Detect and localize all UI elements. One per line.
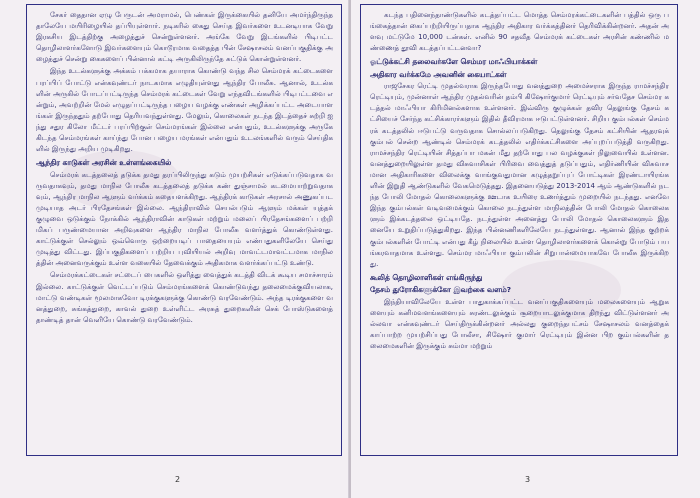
right-section2-paragraph-1: இந்தியாவிலேயே உள்ள பாதுகாக்கப்பட்ட வனப்பகுதிகளையும் மலைகளையும் ஆறுகளையும் கனிமவளங்களையும் சுரண்டலுக்கும் சூறையாடலுக்குமாக திறந்து விட்டுள்ளனர் அல்லவா என்கவுண்டர் செய்திருக்கின்றனர் அல்லது குறைந்தபட்சம் சேஷாசலம் வனத்தைக் காப்பாற்ற முயற்சிப்பது போலீசா, சிஷோர் குமார் ரெட்டியும் இன்ன பிற கும்பல்களின் தலைமைகளின் இருக்கும் சும்மா மற்றும் <box>370 297 669 350</box>
left-paragraph-1: சேகர் தைதான ஏழு பேருடன் அமராமல், பெண்கள் இருக்கையில் தனியே அமர்ந்திருந்ததாலேயே மயிரிழையில் தப்பியுள்ளார். நடிகரில் கைது செய்த இவர்களை உடனடியாக வேறு இரகசிய இடத்திற்கு அழைத்துச் சென்றுள்ளனர். அங்கே வேறு இடங்களில் பிடிபட்ட தொழிலாளர்களோடு இவர்களையும் கொடூரமாக வதைத்த பின் சேஷாசலம் வனப்பகுதிக்கு அழைத்துச் சென்று கைகளைப் பின்னால் கட்டி அருகிலிருந்தே சுட்டுக் கொன்றுள்ளனர். <box>36 11 333 64</box>
page-number-right: 3 <box>525 475 531 484</box>
left-page <box>0 0 349 498</box>
right-section1-heading-line1: ஓட்டுக்கட்சி தலைவர்களே செம்மர மாஃபியாக்கள் <box>370 57 538 67</box>
right-section2-heading-line1: கூலித் தொழிலாளிகள் எங்கிருந்து <box>370 272 483 282</box>
right-section1-heading-line2: அதிகார வர்க்கமே அவனின் கையாட்கள் <box>370 69 507 79</box>
right-page <box>351 0 700 498</box>
right-section1-paragraph-1: ராஜசேகர ரெட்டி முதல்வராக இருந்தபோது வனத்துறை அமைச்சராக இருந்த ராமச்சந்திர ரெட்டியும், முன்னாள் ஆந்திர முதல்வரின் தம்பி கிஷோர்குமார் ரெட்டியும் சர்வதேச செம்மர கடத்தல் மாஃபியா கிரிமினல்களாக உள்ளனர். இவ்விரு குழுக்கள் தவிர தெலுங்கு தேசம் கட்சியைச் சேர்ந்த கட்சிக்காரர்களும் இதில் தீவிரமாக ஈடுபட்டுள்ளனர். சிறிய கும்பல்கள் செம்மரக் கடத்தலில் ஈடுபட்டு வருவதாக சொல்லப்படுகிறது. தெலுங்கு தேசம் கட்சியின் ஆதரவுக் கும்பல் சென்ற ஆண்டில் செம்மரக் கடத்தலில் எதிர்க்கட்சிகளை அப்புறப்படுத்தி வருகிறது. ராமச்சந்திர ரெட்டியின் சித்தப்பா மகன் மீது தற்போது பல வழக்குகள் நிலுவையில் உள்ளன. வனத்துறையிலுள்ள தமது விசுவாசிகள் பிரிவை வைத்துத் தடுப்பதும், எதிர்ணியின் விசுவாசமான அதிகாரிகளை விலைக்கு வாங்குவதுமான கழுத்தறுப்புப் போட்டிகள் இரண்டாயிரங்களின் இறுதி ஆண்டுகளில் வேகமெடுத்தது. இதனையடுத்து 2013-2014 ஆம் ஆண்டுகளில் நடந்த போலி மோதல் கொலைகளுக்கு ஊடாக உயிரை உணர்த்தும் முறையில் நடந்தது. எனவே இந்த கும்பல்கள் வடிவமைக்கும் கொலை நடந்துள்ள மாநிலத்தின் போலி மோதல் கொலைகளும் இக்கடத்தலை ஒட்டியதே. நடந்துள்ள அனைத்து போலி மோதல் கொலைகளும் இதனையே உறுதிப்படுத்துகிறது. இந்த பின்னணிகளிலேயே நடந்துள்ளது. ஆனால் இந்த குற்றக் கும்பல்களின் போட்டி என்பது கீழ் நிலையில் உள்ள தொழிலாளர்களைக் கொன்று போடும் பயங்கரவாதமாக உள்ளது. செம்மர மாஃபியா கும்பலின் சிறுபான்மையாகவே போலீசு இருக்கிறது. <box>370 82 669 268</box>
right-page-text-frame <box>360 4 678 456</box>
left-page-text-frame <box>26 4 342 456</box>
page-number-left: 2 <box>175 475 181 484</box>
left-section-heading: ஆந்திர காடுகள் அரசின் உள்ளங்கையில் <box>36 158 172 168</box>
right-section2-heading-line2: தேசம் துரோகிகளுக்கோ இவற்கை வளம்? <box>370 285 512 295</box>
left-section-paragraph-2: செம்மரக்கட்டைகள் சட்டைப் பைகளில் ஒளித்து வைத்துக் கடத்தி விடக் கூடிய சமாச்சாரம் இல்லை. காட்டுக்குள் வெட்டப்படும் செம்மரங்களைக் கொண்டுவந்து தலைமைக்குவியலாக, மாட்டு வண்டிகள் மூலமாகவோ டிரக்குகளுக்கு கொண்டு வரவேண்டும். அந்த டிரக்குகளை வனத்துறை, சுங்கத்துறை, காவல் துறை உள்ளிட்ட அரசுத் துறைகளின் செக் போஸ்டுகளைத் தாண்டித் தான் வெளியே கொண்டு வரவேண்டும். <box>36 271 333 324</box>
right-paragraph-1: கடந்த பதினைந்தாண்டுகளில் கடத்தப்பட்ட மொத்த செம்மரக்கட்டைகளின் பத்தில் ஒரு பங்கைத்தான் கைப்பற்றியிருப்பதாக ஆந்திர அதிகார வர்க்கத்தினர் தெரிவிக்கின்றனர். அதன் அளவு மட்டுமே 10,000 டன்கள். எனில் 90 சதவீத செம்மரக் கட்டைகள் அரசின் கண்ணில் மண்ணைத் தூவி கடத்தப்பட்டனவா? <box>370 11 669 53</box>
left-section-paragraph-1: செம்மரக் கடத்தலைத் தடுக்க தமது தரப்பிலிருந்து கடும் முயற்சிகள் எடுக்கப்படுவதாக வருவதாகவும், தமது மாநில போலீசு கடத்தலைத் தடுக்க கண் துஞ்சாமல் கடமையாற்றுவதாகவும், ஆந்திர மாநில ஆளும் வர்க்கம் கதையளக்கிறது. ஆந்திரக் காடுகள் அரசால் அணுகப்பட முடியாத அடர் பிரதேசங்கள் இல்லை. ஆந்திராவில் செயல்படும் ஆளும் மக்கள் யுத்தக் குழுவை ஒடுக்கும் நோக்கில் ஆந்திராவின் காடுகள் மற்றும் மலைப் பிரதேசங்களைப் பற்றி மிகப் பருண்மையான அறிவுகளை ஆந்திர மாநில போலீசு வளர்த்துக் கொண்டுள்ளது. காட்டுக்குள் செல்லும் ஒவ்வொரு ஒற்றையடிப் பாதையையும் எண்பதுகளிலேயே செய்து முடித்து விட்டது. இப்பகுதிகளைப் பற்றிய புவியியல் அறிவு மாவட்டமாவட்டமாக மாநிலத்தின் அனைவருக்கும் உள்ள வகையில் தேவைக்கும் அதிகமாக வளர்க்கப்பட்டு உண்டு. <box>36 170 333 268</box>
left-paragraph-2: இந்த உடல்களுக்கு அக்கம் பக்கமாக தயாராக கொண்டு வந்த சில செம்மரக் கட்டைகளை பரப்பிப் போட்டு என்கவுண்டர் நாடகமாக எழுதியுள்ளது ஆந்திர போலீசு. ஆனால், உடல்களின் அருகில் போடப்பட்டிருந்த செம்மரக் கட்டைகள் வேறு எந்தவிடங்களில் பிடிபட்டவை என்றும், அவற்றின் மேல் எழுதப்பட்டிருந்த பழைய வழக்கு எண்கள் அழிக்கப்பட்ட அடையாளங்கள் இருந்ததும் தற்போது தெரியவந்துள்ளது. மேலும், கொலைகள் நடந்த இடத்தைச் சுற்றி ஐந்து சதுர கிலோ மீட்டர் பரப்பிற்குள் செம்மரங்கள் இல்லை என்பதும், உடல்களுக்கு அருகே கிடந்த செம்மரங்கள் காய்ந்து போன பழைய மரங்கள் என்பதும் உடலங்களில் வரும் செய்திகளில் இருந்து அறிய முடிகிறது. <box>36 67 333 154</box>
